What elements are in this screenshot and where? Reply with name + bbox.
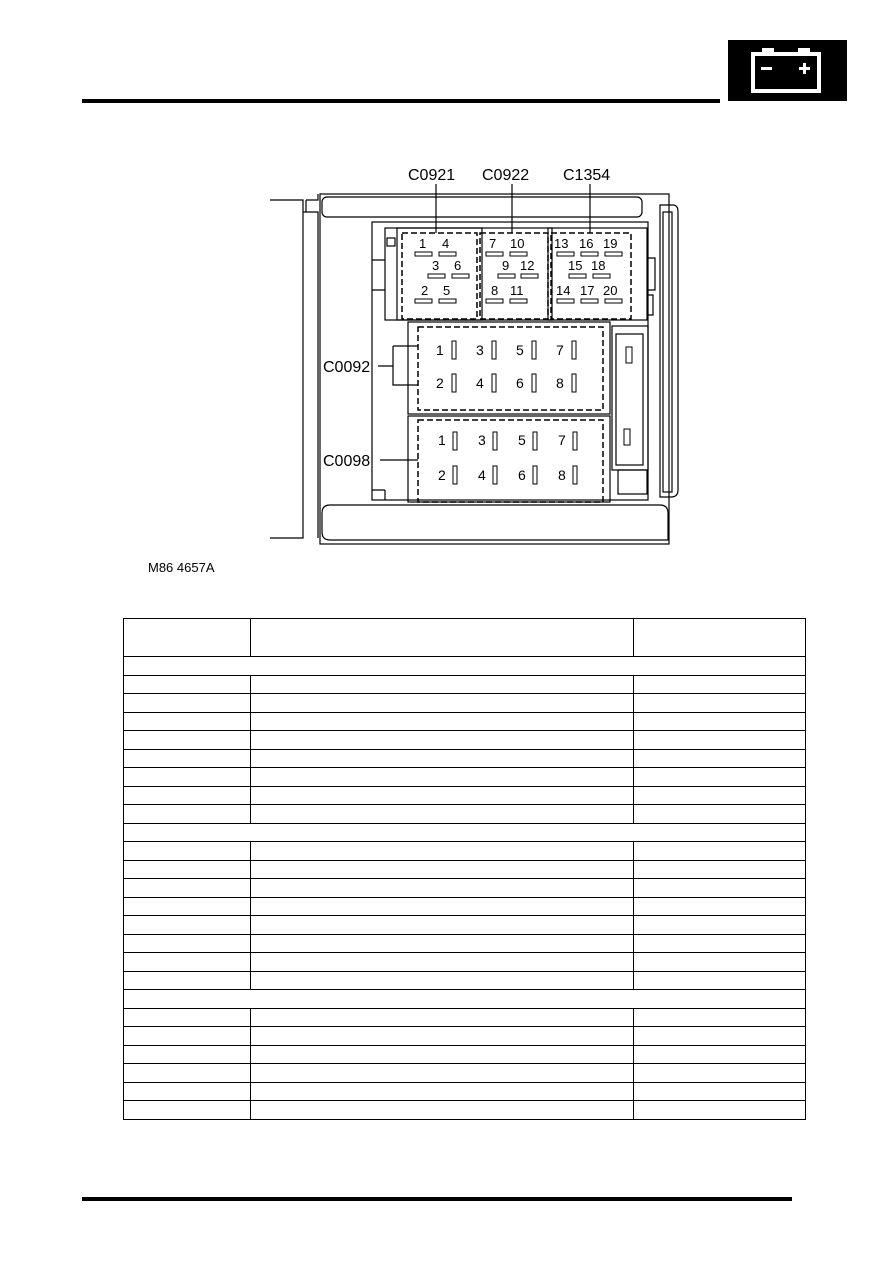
table-cell [251, 786, 634, 805]
connector-diagram [0, 0, 893, 600]
pin-number: 2 [421, 283, 429, 298]
table-cell [124, 1027, 251, 1046]
table-cell [124, 731, 251, 750]
pin-number: 18 [591, 258, 606, 273]
pin-number: 2 [438, 467, 446, 483]
table-cell [124, 768, 251, 787]
table-cell [124, 694, 251, 713]
table-row [124, 934, 806, 953]
table-cell [634, 768, 806, 787]
pin-number: 4 [442, 236, 450, 251]
table-cell [251, 897, 634, 916]
table-cell [251, 768, 634, 787]
table-cell [251, 1045, 634, 1064]
pin-table [123, 618, 806, 1120]
table-cell [124, 916, 251, 935]
table-cell [124, 860, 251, 879]
table-cell [124, 879, 251, 898]
table-cell [634, 934, 806, 953]
table-cell [251, 1101, 634, 1120]
table-cell [251, 842, 634, 861]
table-cell [634, 731, 806, 750]
table-row [124, 786, 806, 805]
table-row [124, 1027, 806, 1046]
c0092-pins [436, 341, 576, 392]
pin-number: 16 [579, 236, 594, 251]
figure-reference: M86 4657A [148, 560, 215, 575]
table-row [124, 675, 806, 694]
section-title [124, 823, 806, 842]
table-header-row [124, 619, 806, 657]
table-cell [251, 916, 634, 935]
table-cell [124, 897, 251, 916]
table-cell [251, 971, 634, 990]
table-cell [124, 1101, 251, 1120]
table-row [124, 879, 806, 898]
pin-number: 1 [436, 342, 444, 358]
table-row [124, 694, 806, 713]
section-title [124, 657, 806, 676]
table-cell [124, 971, 251, 990]
pin-number: 5 [443, 283, 451, 298]
pin-number: 3 [478, 432, 486, 448]
table-row [124, 916, 806, 935]
table-cell [634, 860, 806, 879]
table-row [124, 953, 806, 972]
table-cell [251, 675, 634, 694]
table-cell [124, 1008, 251, 1027]
table-row [124, 1064, 806, 1083]
table-cell [634, 897, 806, 916]
c1354-pins [554, 236, 622, 303]
pin-number: 4 [478, 467, 486, 483]
pin-number: 1 [419, 236, 427, 251]
pin-number: 12 [520, 258, 535, 273]
section-title [124, 990, 806, 1009]
header-cell [124, 619, 251, 657]
pin-number: 14 [556, 283, 571, 298]
pin-number: 3 [476, 342, 484, 358]
table-cell [124, 934, 251, 953]
connector-label-c0921: C0921 [408, 167, 456, 184]
pin-number: 13 [554, 236, 569, 251]
table-cell [634, 1027, 806, 1046]
table-cell [251, 1082, 634, 1101]
pin-number: 5 [516, 342, 524, 358]
connector-label-c0922: C0922 [482, 167, 530, 184]
table-row [124, 712, 806, 731]
pin-number: 4 [476, 375, 484, 391]
pin-number: 3 [432, 258, 440, 273]
table-cell [251, 805, 634, 824]
table-cell [251, 879, 634, 898]
pin-number: 6 [454, 258, 462, 273]
connector-c0921-outline [402, 233, 477, 319]
table-cell [124, 805, 251, 824]
pin-number: 9 [502, 258, 510, 273]
table-cell [124, 953, 251, 972]
table-cell [634, 953, 806, 972]
pin-number: 5 [518, 432, 526, 448]
pin-number: 6 [516, 375, 524, 391]
pin-number: 1 [438, 432, 446, 448]
table-cell [251, 712, 634, 731]
table-cell [634, 916, 806, 935]
table-cell [124, 1045, 251, 1064]
pin-number: 11 [510, 283, 524, 298]
pin-number: 7 [489, 236, 497, 251]
table-row [124, 897, 806, 916]
footer-rule [82, 1197, 792, 1201]
table-cell [251, 731, 634, 750]
connector-label-c0092: C0092 [323, 359, 371, 376]
connector-label-c1354: C1354 [563, 167, 611, 184]
pin-number: 10 [510, 236, 525, 251]
table-cell [251, 953, 634, 972]
table-cell [251, 1008, 634, 1027]
connector-label-c0098: C0098 [323, 453, 371, 470]
table-cell [251, 934, 634, 953]
table-row [124, 805, 806, 824]
pin-number: 7 [558, 432, 566, 448]
pin-number: 8 [556, 375, 564, 391]
table-cell [124, 842, 251, 861]
table-row [124, 1101, 806, 1120]
table-cell [124, 675, 251, 694]
c0921-pins [415, 236, 469, 303]
table-cell [634, 694, 806, 713]
table-row [124, 860, 806, 879]
pin-number: 17 [580, 283, 595, 298]
c0098-pins [438, 432, 577, 484]
table-cell [634, 1064, 806, 1083]
table-section-row [124, 990, 806, 1009]
pin-number: 6 [518, 467, 526, 483]
table-cell [251, 1064, 634, 1083]
header-cell [634, 619, 806, 657]
table-row [124, 1045, 806, 1064]
pin-number: 20 [603, 283, 618, 298]
table-row [124, 1082, 806, 1101]
table-cell [251, 749, 634, 768]
pin-number: 7 [556, 342, 564, 358]
pin-number: 19 [603, 236, 618, 251]
table-cell [634, 805, 806, 824]
header-cell [251, 619, 634, 657]
table-cell [124, 712, 251, 731]
table-row [124, 731, 806, 750]
table-cell [251, 1027, 634, 1046]
table-cell [634, 842, 806, 861]
table-cell [124, 1064, 251, 1083]
table-cell [634, 1008, 806, 1027]
table-row [124, 1008, 806, 1027]
table-cell [634, 675, 806, 694]
table-row [124, 842, 806, 861]
table-cell [251, 860, 634, 879]
table-cell [634, 1082, 806, 1101]
table-cell [634, 749, 806, 768]
table-section-row [124, 657, 806, 676]
connector-c0092-outline [418, 327, 603, 410]
table-cell [634, 786, 806, 805]
table-row [124, 971, 806, 990]
table-cell [124, 1082, 251, 1101]
pin-number: 8 [491, 283, 499, 298]
c0922-pins [486, 236, 538, 303]
pin-number: 8 [558, 467, 566, 483]
table-cell [634, 712, 806, 731]
table-row [124, 768, 806, 787]
pin-number: 15 [568, 258, 583, 273]
pin-number: 2 [436, 375, 444, 391]
table-row [124, 749, 806, 768]
table-cell [124, 749, 251, 768]
table-section-row [124, 823, 806, 842]
table-cell [634, 1101, 806, 1120]
table-cell [634, 879, 806, 898]
table-cell [251, 694, 634, 713]
table-cell [634, 1045, 806, 1064]
table-cell [634, 971, 806, 990]
table-cell [124, 786, 251, 805]
